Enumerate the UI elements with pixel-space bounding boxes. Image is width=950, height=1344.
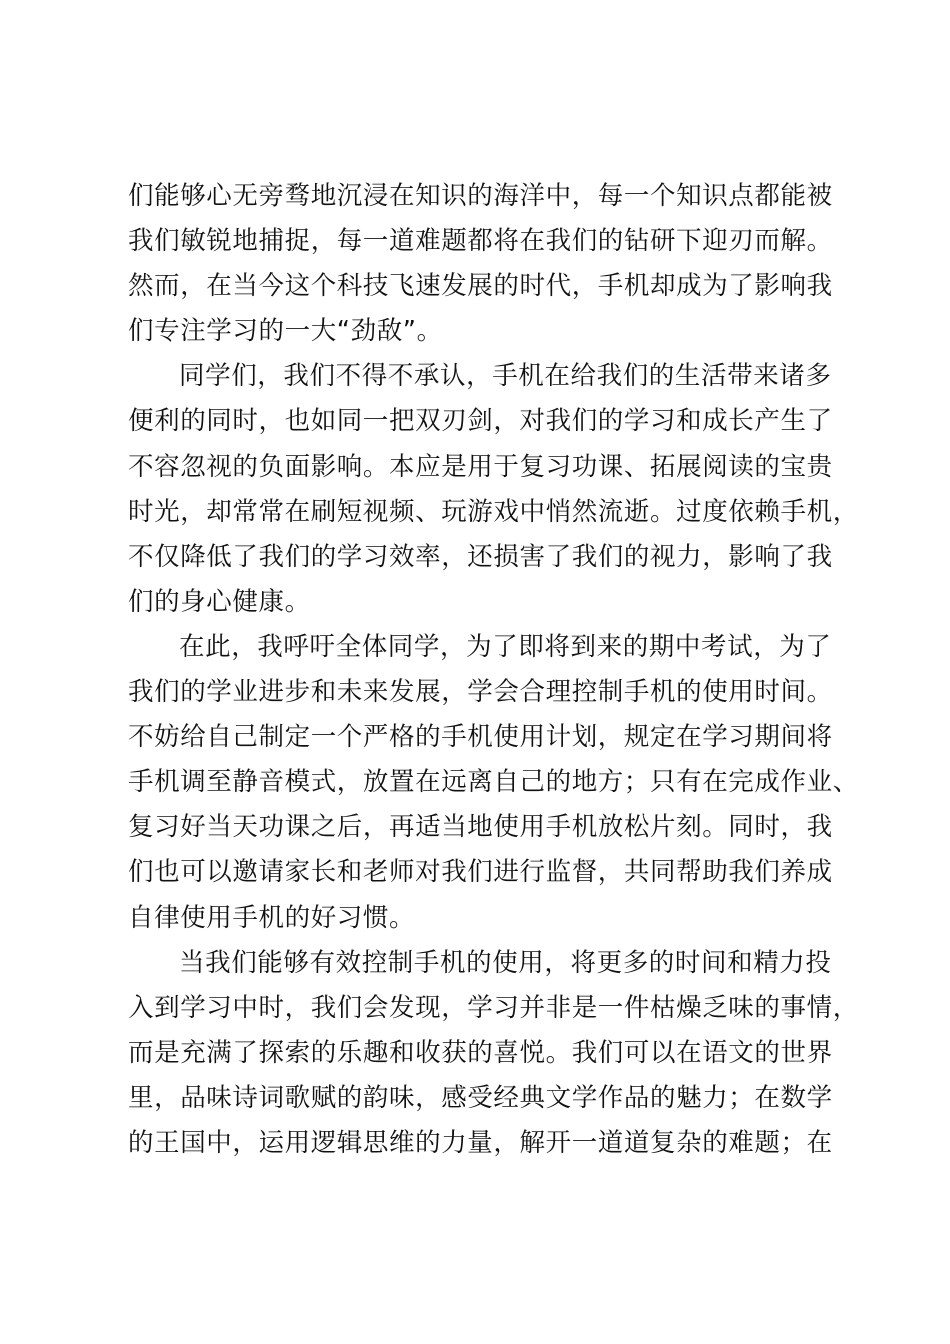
text-line: 自律使用手机的好习惯。 (128, 902, 416, 933)
paragraph-first-line: 在此，我呼吁全体同学，为了即将到来的期中考试，为了 (179, 631, 832, 662)
paragraph-first-line: 同学们，我们不得不承认，手机在给我们的生活带来诸多 (179, 361, 832, 392)
text-line: 便利的同时，也如同一把双刃剑，对我们的学习和成长产生了 (128, 406, 833, 437)
text-line: 不仅降低了我们的学习效率，还损害了我们的视力，影响了我 (128, 541, 833, 572)
text-line: 们能够心无旁骛地沉浸在知识的海洋中，每一个知识点都能被 (128, 181, 833, 211)
text-line: 里，品味诗词歌赋的韵味，感受经典文学作品的魅力；在数学 (128, 1082, 833, 1113)
text-line: 手机调至静音模式，放置在远离自己的地方；只有在完成作业、 (128, 767, 859, 798)
body-text (128, 174, 859, 1166)
text-line: 复习好当天功课之后，再适当地使用手机放松片刻。同时，我 (128, 812, 833, 843)
text-line: 我们敏锐地捕捉，每一道难题都将在我们的钻研下迎刃而解。 (128, 226, 833, 257)
text-line: 入到学习中时，我们会发现，学习并非是一件枯燥乏味的事情， (128, 992, 859, 1023)
text-line: 不妨给自己制定一个严格的手机使用计划，规定在学习期间将 (128, 722, 833, 753)
text-line: 我们的学业进步和未来发展，学会合理控制手机的使用时间。 (128, 677, 833, 708)
text-line: 们的身心健康。 (128, 586, 311, 617)
text-line: 时光，却常常在刷短视频、玩游戏中悄然流逝。过度依赖手机， (128, 496, 859, 527)
text-line: 而是充满了探索的乐趣和收获的喜悦。我们可以在语文的世界 (128, 1037, 833, 1068)
text-line: 不容忽视的负面影响。本应是用于复习功课、拓展阅读的宝贵 (128, 451, 833, 482)
text-line: 的王国中，运用逻辑思维的力量，解开一道道复杂的难题；在 (128, 1127, 833, 1158)
text-line: 然而，在当今这个科技飞速发展的时代，手机却成为了影响我 (128, 271, 833, 302)
text-line: 们也可以邀请家长和老师对我们进行监督，共同帮助我们养成 (128, 857, 833, 888)
text-line: 们专注学习的一大“劲敌”。 (128, 316, 443, 347)
paragraph-first-line: 当我们能够有效控制手机的使用，将更多的时间和精力投 (179, 947, 832, 978)
